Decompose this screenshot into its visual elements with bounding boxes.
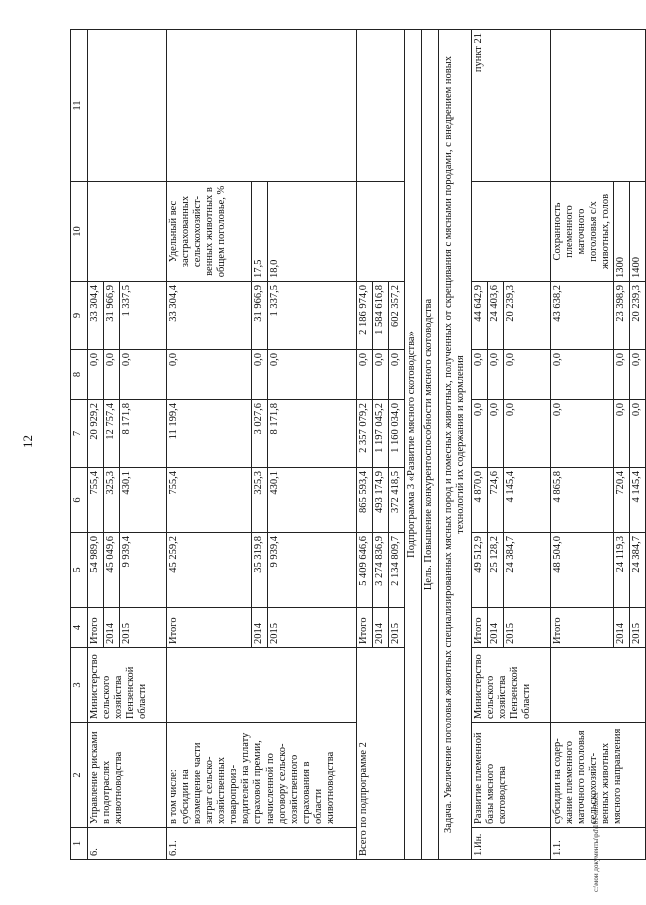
row-number: 1.1. [551, 828, 646, 860]
amount-local: 0,0 [88, 350, 104, 400]
amount-total: 48 504,0 [551, 533, 614, 608]
col-header: 4 [71, 608, 88, 648]
amount-local: 0,0 [373, 350, 389, 400]
table-row [88, 30, 104, 860]
period: 2014 [104, 608, 120, 648]
period: Итого [88, 608, 104, 648]
indicator-value: 18,0 [268, 182, 357, 282]
amount-federal: 493 174,9 [373, 468, 389, 533]
amount-local: 0,0 [104, 350, 120, 400]
table-row [167, 30, 252, 860]
period: 2015 [268, 608, 357, 648]
amount-total: 2 134 809,7 [389, 533, 405, 608]
row-number-value: 1. [473, 848, 484, 856]
amount-regional: 3 027,6 [252, 400, 268, 468]
amount-total: 45 259,2 [167, 533, 252, 608]
amount-regional: 0,0 [488, 400, 504, 468]
col-header: 1 [71, 828, 88, 860]
column-number-row [71, 30, 88, 860]
reference-note: пункт 21 [472, 30, 551, 182]
col-header: 11 [71, 30, 88, 182]
period: 2014 [373, 608, 389, 648]
amount-total: 24 384,7 [630, 533, 646, 608]
amount-local: 0,0 [551, 350, 614, 400]
subtotal-row [357, 30, 373, 860]
amount-federal: 720,4 [614, 468, 630, 533]
amount-other: 44 642,9 [472, 282, 488, 350]
indicator-name: Удельный вес застрахованных сельскохозяйст-венных животных в общем поголовье, % [167, 182, 252, 282]
executor: Министерство сельского хозяйства Пензенской области [88, 648, 167, 723]
amount-regional: 20 929,2 [88, 400, 104, 468]
amount-other: 1 337,5 [268, 282, 357, 350]
amount-total: 49 512,9 [472, 533, 488, 608]
subtotal-label: Всего по подпрограмме 2 [357, 648, 405, 860]
amount-other: 33 304,4 [88, 282, 104, 350]
col-header: 7 [71, 400, 88, 468]
amount-federal: 325,3 [104, 468, 120, 533]
amount-total: 45 049,6 [104, 533, 120, 608]
amount-regional: 0,0 [551, 400, 614, 468]
table-row [472, 30, 488, 860]
row-number [472, 828, 551, 860]
amount-other: 24 403,6 [488, 282, 504, 350]
amount-total: 24 119,3 [614, 533, 630, 608]
amount-federal: 430,1 [120, 468, 167, 533]
amount-total: 35 319,8 [252, 533, 268, 608]
amount-regional: 11 199,4 [167, 400, 252, 468]
amount-other: 20 239,3 [630, 282, 646, 350]
amount-other: 1 337,5 [120, 282, 167, 350]
amount-local: 0,0 [357, 350, 373, 400]
period: Итого [167, 608, 252, 648]
indicator-value: 1400 [630, 182, 646, 282]
footer-file-path: c:\мои документы\рd\101-пп.docx [592, 792, 600, 892]
amount-other: 20 239,3 [504, 282, 551, 350]
amount-regional: 0,0 [614, 400, 630, 468]
amount-local: 0,0 [252, 350, 268, 400]
amount-regional: 8 171,8 [120, 400, 167, 468]
measure-name: Управление рисками в подотраслях животноводства [88, 723, 167, 828]
amount-federal: 430,1 [268, 468, 357, 533]
task-text: Задача. Увеличение поголовья животных специализированных мясных пород и помесных животных, полученных от скрещивания с мясными породами, с внедрением новых технологий их содержания и кормления [439, 30, 472, 860]
period: Итого [472, 608, 488, 648]
indicator-value: 17,5 [252, 182, 268, 282]
amount-federal: 755,4 [88, 468, 104, 533]
period: 2015 [389, 608, 405, 648]
amount-federal: 4 145,4 [504, 468, 551, 533]
row-number: 6.1. [167, 828, 357, 860]
page-number: 12 [20, 435, 35, 448]
measure-name: субсидии на содер-жание племенного маточного поголовья сельскохозяйст-венных животных мясного направления [551, 723, 646, 828]
amount-other: 43 638,2 [551, 282, 614, 350]
indicator-empty [88, 182, 167, 282]
col-header: 2 [71, 723, 88, 828]
amount-federal: 724,6 [488, 468, 504, 533]
reference-empty [167, 30, 357, 182]
period: 2015 [504, 608, 551, 648]
reference-empty [551, 30, 646, 182]
amount-total: 3 274 836,9 [373, 533, 389, 608]
measure-name: Развитие племенной базы мясного скотоводства [472, 723, 551, 828]
amount-federal: 325,3 [252, 468, 268, 533]
budget-table [70, 29, 646, 860]
col-header: 5 [71, 533, 88, 608]
amount-federal: 4 870,0 [472, 468, 488, 533]
reference-empty [88, 30, 167, 182]
amount-total: 54 989,0 [88, 533, 104, 608]
executor-empty [167, 648, 357, 723]
amount-regional: 0,0 [472, 400, 488, 468]
amount-regional: 12 757,4 [104, 400, 120, 468]
col-header: 8 [71, 350, 88, 400]
amount-total: 9 939,4 [268, 533, 357, 608]
period: 2014 [252, 608, 268, 648]
col-header: 3 [71, 648, 88, 723]
measure-name [167, 723, 357, 828]
indicator-name: Сохранность племенного маточного поголовья с/х животных, голов [551, 182, 614, 282]
amount-total: 5 409 646,6 [357, 533, 373, 608]
executor: Министерство сельского хозяйства Пензенской области [472, 648, 551, 723]
period: 2014 [488, 608, 504, 648]
amount-total: 24 384,7 [504, 533, 551, 608]
amount-regional: 0,0 [504, 400, 551, 468]
period: 2015 [120, 608, 167, 648]
row-number-note: Ин. [474, 833, 484, 849]
goal-text: Цель. Повышение конкурентоспособности мясного скотоводства [422, 30, 439, 860]
amount-local: 0,0 [268, 350, 357, 400]
amount-local: 0,0 [504, 350, 551, 400]
amount-regional: 0,0 [630, 400, 646, 468]
amount-other: 1 584 616,8 [373, 282, 389, 350]
subitem-lead: в том числе: [168, 769, 179, 824]
indicator-value: 1300 [614, 182, 630, 282]
amount-regional: 1 160 034,0 [389, 400, 405, 468]
amount-federal: 4 145,4 [630, 468, 646, 533]
amount-other: 2 186 974,0 [357, 282, 373, 350]
period: Итого [357, 608, 373, 648]
amount-other: 31 966,9 [252, 282, 268, 350]
col-header: 9 [71, 282, 88, 350]
amount-local: 0,0 [389, 350, 405, 400]
amount-other: 33 304,4 [167, 282, 252, 350]
amount-other: 23 398,9 [614, 282, 630, 350]
period: Итого [551, 608, 614, 648]
subprogram-title: Подпрограмма 3 «Развитие мясного скотоводства» [405, 30, 422, 860]
amount-local: 0,0 [120, 350, 167, 400]
amount-regional: 2 357 079,2 [357, 400, 373, 468]
table-row [551, 30, 614, 860]
row-number: 6. [88, 828, 167, 860]
amount-federal: 865 593,4 [357, 468, 373, 533]
amount-local: 0,0 [472, 350, 488, 400]
col-header: 10 [71, 182, 88, 282]
executor-empty [551, 648, 646, 723]
amount-regional: 1 197 045,2 [373, 400, 389, 468]
task-row [439, 30, 472, 860]
indicator-empty [357, 182, 405, 282]
goal-row [422, 30, 439, 860]
amount-local: 0,0 [630, 350, 646, 400]
subprogram-heading-row [405, 30, 422, 860]
amount-local: 0,0 [614, 350, 630, 400]
amount-federal: 372 418,5 [389, 468, 405, 533]
subitem-name: субсидии на возмещение части затрат сельско-хозяйственных товаропроиз-водителей на уплату страховой премии, начисленной по договору сельско-хозяйственного страхования в области животноводства [180, 732, 336, 824]
amount-federal: 4 865,8 [551, 468, 614, 533]
indicator-empty [472, 182, 551, 282]
amount-other: 31 966,9 [104, 282, 120, 350]
amount-total: 25 128,2 [488, 533, 504, 608]
amount-local: 0,0 [488, 350, 504, 400]
period: 2015 [630, 608, 646, 648]
amount-regional: 8 171,8 [268, 400, 357, 468]
amount-other: 602 357,2 [389, 282, 405, 350]
reference-empty [357, 30, 405, 182]
amount-federal: 755,4 [167, 468, 252, 533]
col-header: 6 [71, 468, 88, 533]
amount-local: 0,0 [167, 350, 252, 400]
period: 2014 [614, 608, 630, 648]
amount-total: 9 939,4 [120, 533, 167, 608]
